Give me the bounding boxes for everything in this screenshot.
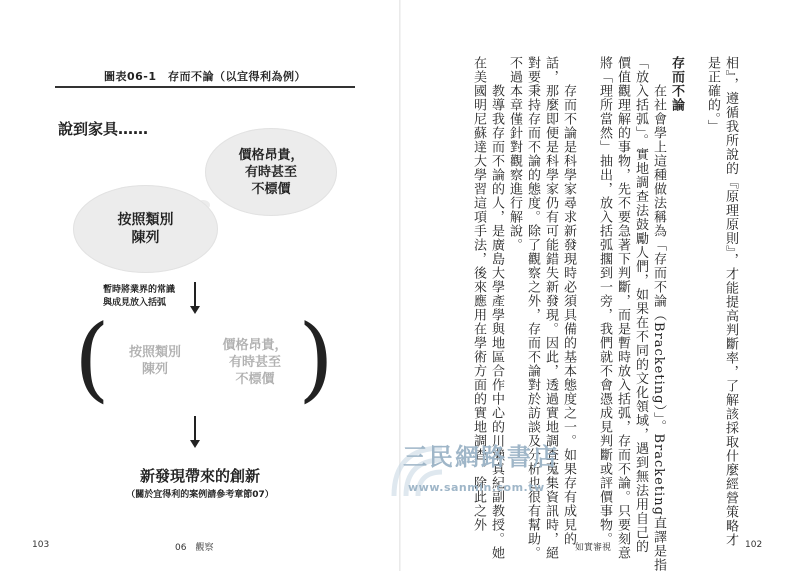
bracketed-price	[210, 337, 300, 388]
text-column-5: 在社會學上這種做法稱為「存而不論（Bracketing）」。Bracketing直譯是指	[651, 56, 666, 572]
thought-bubble-price	[205, 128, 337, 216]
bracketed-price-line-1: 價格昂貴，	[222, 338, 288, 353]
text-column-8: 將「理所當然」抽出，放入括弧擱到一旁，我們就不會憑成見判斷或評價事物。	[597, 56, 612, 546]
bracketed-price-line-2: 有時甚至	[228, 355, 281, 370]
page-number-right: 102	[745, 540, 763, 550]
text-column-6: 「放入括弧」。實地調查法鼓勵人們，如果在不同的文化領域，遇到無法用自己的	[633, 56, 648, 554]
bracketing-note	[103, 284, 175, 310]
bubble-category-line-1: 按照類別	[117, 212, 174, 228]
right-bracket: )	[298, 305, 334, 412]
figure-title-rule	[55, 86, 355, 88]
watermark-url: www.sanmin.com.tw	[408, 481, 545, 494]
bracketed-price-line-3: 不標價	[235, 372, 275, 387]
watermark-text: 三民網路書店	[403, 443, 559, 471]
bubble-category-line-2: 陳列	[131, 230, 160, 246]
speak-label: 說到家具……	[58, 120, 149, 138]
text-column-7: 價值觀理解的事物，先不要急著下判斷，而是暫時放入括弧，存而不論。只要刻意	[615, 56, 630, 560]
bubble-price-line-2: 有時甚至	[244, 164, 297, 180]
text-column-10: 存而不論是科學家尋求新發現時必須具備的基本態度之一。如果存有成見的	[561, 56, 576, 546]
book-title: 如實審視	[575, 543, 612, 553]
text-column-15: 在美國明尼蘇達大學習這項手法，後來應用在學術方面的實地調查。除此之外	[471, 56, 486, 532]
page-number-left: 103	[32, 540, 50, 550]
section-heading: 存而不論	[669, 56, 684, 112]
bracketed-category-line-2: 陳列	[141, 362, 168, 377]
result-note: （關於宜得利的案例請參考章節07）	[126, 490, 274, 500]
result-label: 新發現帶來的創新	[139, 467, 260, 485]
bubble-price-line-3: 不標價	[251, 181, 291, 197]
down-arrow-icon	[194, 282, 196, 312]
bracketed-category-line-1: 按照類別	[128, 345, 181, 360]
text-column-2: 是正確的。」	[705, 56, 720, 134]
left-bracket: (	[74, 305, 110, 412]
bubble-price-line-1: 價格昂貴，	[238, 147, 304, 163]
text-column-13: 不過本章僅針對觀察進行解說。	[507, 56, 522, 252]
bracketing-note-line-1: 暫時將業界的常識	[103, 285, 176, 295]
text-column-1: 相』，遵循我所說的『原理原則』，才能提高判斷率，了解該採取什麼經營策略才	[723, 56, 738, 547]
text-column-11: 話，那麼即便是科學家仍有可能錯失新發現。因此，透過實地調查蒐集資訊時，絕	[543, 56, 558, 560]
bracketed-category	[110, 344, 200, 378]
chapter-label: 06 觀察	[175, 543, 214, 553]
left-page	[0, 0, 400, 571]
text-column-14: 教導我存而不論的人，是廣島大學產學與地區合作中心的川瀨真紀副教授。她	[489, 56, 504, 560]
thought-bubble-category	[73, 185, 218, 273]
down-arrow-icon	[194, 416, 196, 446]
bracketing-note-line-2: 與成見放入括弧	[103, 298, 167, 308]
figure-title: 圖表06-1 存而不論（以宜得利為例）	[103, 70, 307, 83]
text-column-12: 對要秉持存而不論的態度。除了觀察之外，存而不論對於訪談及分析也很有幫助。	[525, 56, 540, 560]
